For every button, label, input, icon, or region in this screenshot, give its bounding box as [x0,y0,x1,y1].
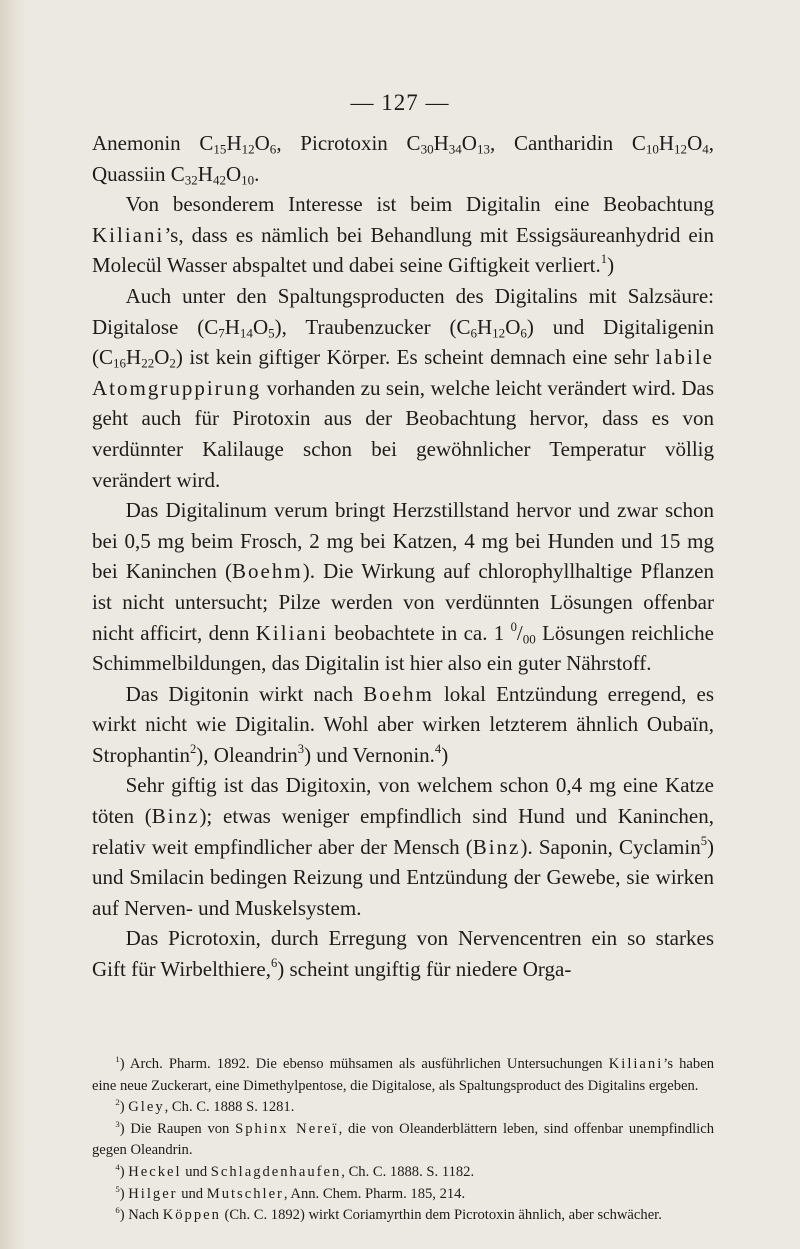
paragraph-digitonin: Das Digitonin wirkt nach Boehm lokal Entzündung erregend, es wirkt nicht wie Digitalin. Wohl aber wirken letzterem ähnlich Oubaïn, Strophantin$^2$), Oleandrin$^3$) und Vernonin.$^4$) [92,681,714,767]
footnote-2: $^2$) Gley, Ch. C. 1888 S. 1281. [115,1097,295,1116]
paragraph-digitalinum-verum: Das Digitalinum verum bringt Herzstillstand hervor und zwar schon bei 0,5 mg beim Frosch, 2 mg bei Katzen, 4 mg bei Hunden und 15 mg bei Kaninchen (Boehm). Die Wirkung auf chlorophyllhaltige Pflanzen ist nicht untersucht; Pilze werden von verdünnten Lösungen offenbar nicht afficirt, denn Kiliani beobachtete in ca. 1 $^0/_{00}$ Lösungen reichliche Schimmelbildungen, das Digitalin ist hier also ein guter Nährstoff. [92,498,714,676]
footnote-3: $^3$) Die Raupen von Sphinx Nereï, die von Oleanderblättern leben, sind offenbar unempfindlich gegen Oleandrin. [92,1118,715,1159]
paragraph-cleavage-products: Auch unter den Spaltungsproducten des Digitalins mit Salzsäure: Digitalose $(C_7H_{14}O_5)$, Traubenzucker $(C_6H_{12}O_6)$ und Digitaligenin $(C_{16}H_{22}O_2)$ ist kein giftiger Körper. Es scheint demnach eine sehr labile Atomgruppirung vorhanden zu sein, welche leicht verändert wird. Das geht auch für Pirotoxin aus der Beobachtung hervor, dass es von verdünnter Kalilauge schon bei gewöhnlicher Temperatur völlig verändert wird. [92,283,714,492]
footnote-5: $^5$) Hilger und Mutschler, Ann. Chem. Pharm. 185, 214. [115,1183,466,1202]
footnote-6: $^6$) Nach Köppen (Ch. C. 1892) wirkt Coriamyrthin dem Picrotoxin ähnlich, aber schwächer. [115,1205,662,1224]
footnote-4: $^4$) Heckel und Schlagdenhaufen, Ch. C. 1888. S. 1182. [115,1161,475,1180]
paragraph-picrotoxin: Das Picrotoxin, durch Erregung von Nervencentren ein so starkes Gift für Wirbelthiere,$^6$) scheint ungiftig für niedere Orga- [92,926,714,982]
page-number: — 127 — [350,90,450,115]
paragraph-digitoxin: Sehr giftig ist das Digitoxin, von welchem schon 0,4 mg eine Katze töten (Binz); etwas weniger empfindlich sind Hund und Kaninchen, relativ weit empfindlicher aber der Mensch (Binz). Saponin, Cyclamin$^5$) und Smilacin bedingen Reizung und Entzündung der Gewebe, sie wirken auf Nerven- und Muskelsystem. [92,773,715,920]
paragraph-compound-list: Anemonin $C_{15}H_{12}O_6$, Picrotoxin $C_{30}H_{34}O_{13}$, Cantharidin $C_{10}H_{12}O_4$, Quassiin $C_{32}H_{42}O_{10}$. [92,131,714,187]
body-text [92,128,714,985]
footnote-1: $^1$) Arch. Pharm. 1892. Die ebenso mühsamen als ausführlichen Untersuchungen Kiliani’s haben eine neue Zuckerart, eine Dimethylpentose, die Digitalose, als Spaltungsproduct des Digitalins ergeben. [92,1053,714,1094]
paragraph-kiliani-observation: Von besonderem Interesse ist beim Digitalin eine Beobachtung Kiliani’s, dass es nämlich bei Behandlung mit Essigsäureanhydrid ein Molecül Wasser abspaltet und dabei seine Giftigkeit verliert.$^1$) [92,192,714,278]
footnotes [92,1054,714,1227]
page-edge-shadow [0,0,26,1249]
